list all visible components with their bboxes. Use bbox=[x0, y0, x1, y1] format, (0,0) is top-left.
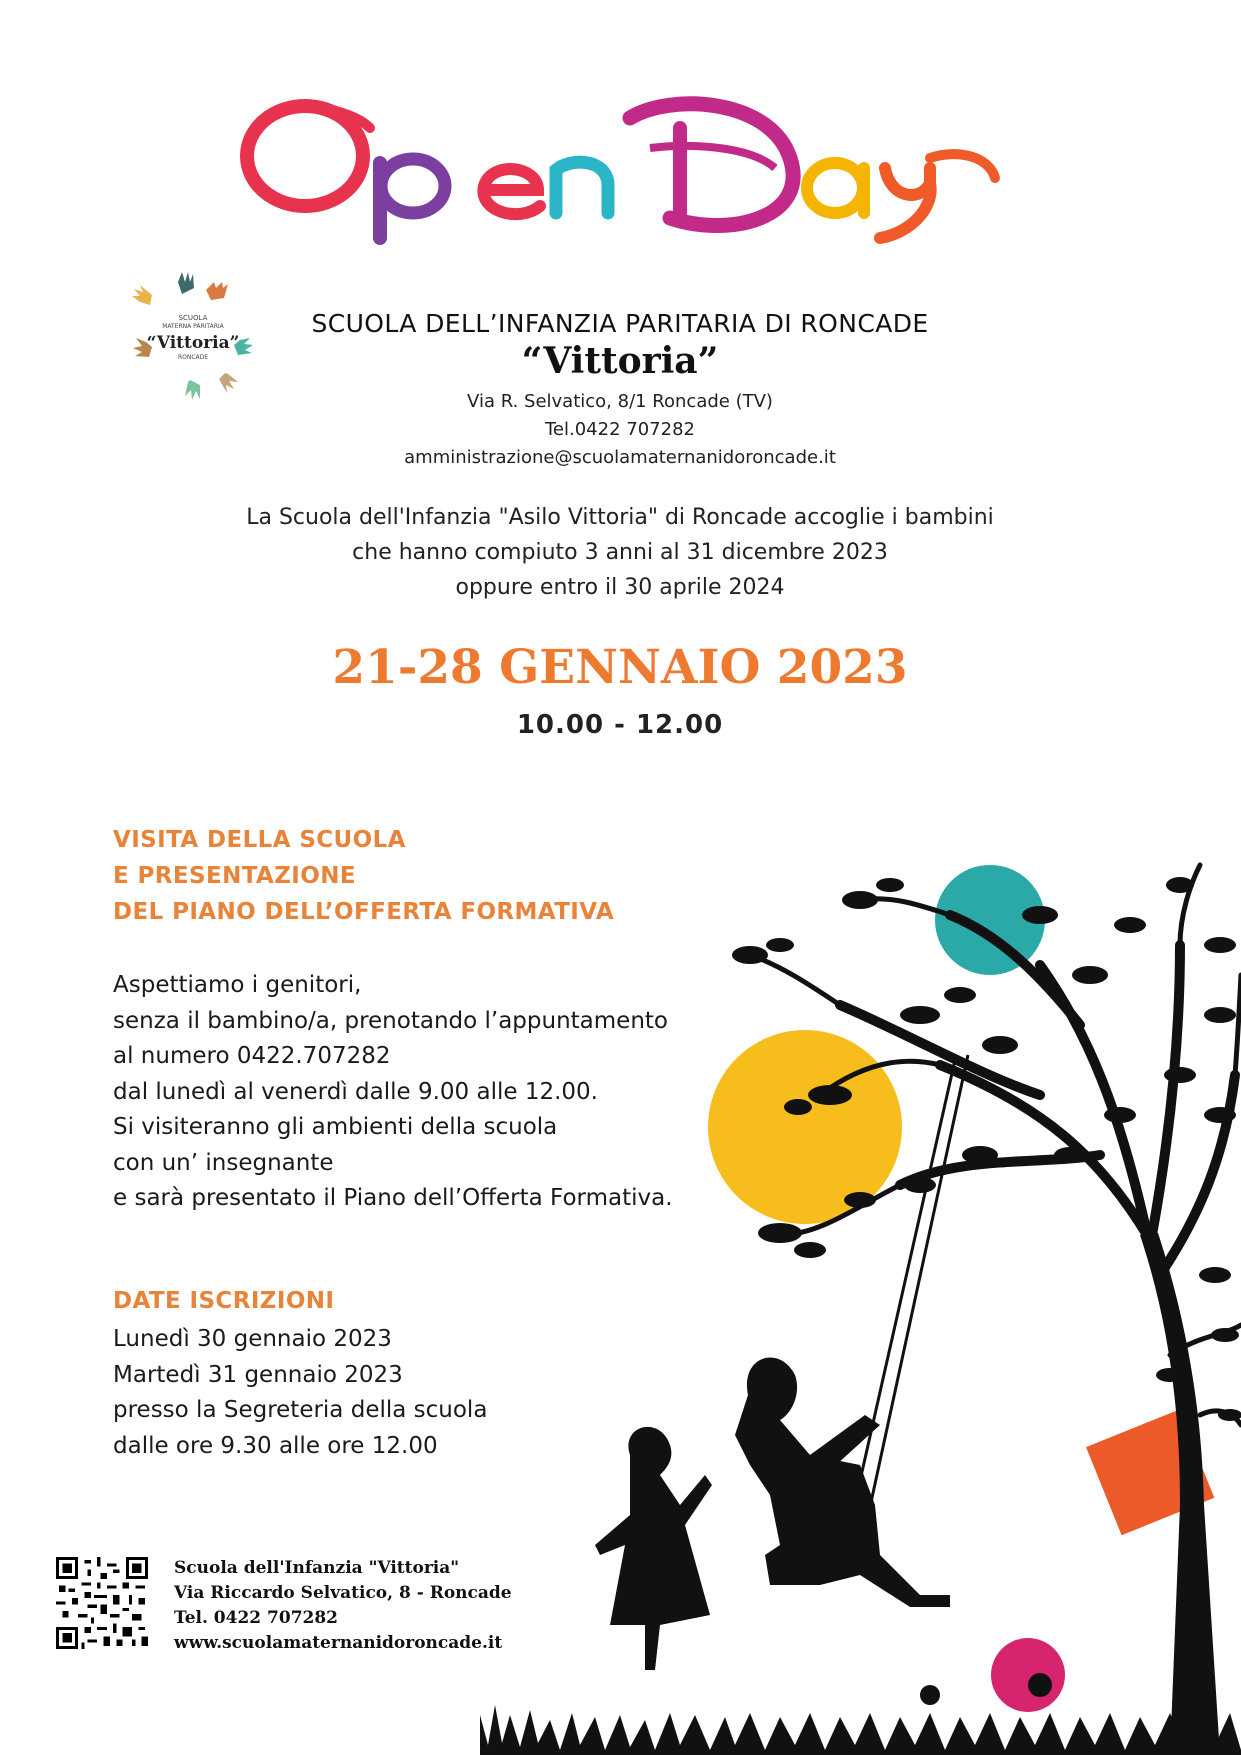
iscrizioni-line: dalle ore 9.30 alle ore 12.00 bbox=[113, 1432, 438, 1459]
visit-line: Si visiteranno gli ambienti della scuola bbox=[113, 1114, 558, 1140]
event-hours: 10.00 - 12.00 bbox=[516, 710, 724, 740]
visit-line: al numero 0422.707282 bbox=[113, 1043, 391, 1069]
logo-town: RONCADE bbox=[177, 354, 209, 361]
intro-line-3: oppure entro il 30 aprile 2024 bbox=[455, 575, 785, 600]
visit-line: con un’ insegnante bbox=[113, 1149, 334, 1176]
school-tel: Tel.0422 707282 bbox=[545, 419, 695, 440]
footer-address: Via Riccardo Selvatico, 8 - Roncade bbox=[174, 1583, 512, 1603]
yellow-circle bbox=[708, 1030, 902, 1224]
footer-website-link[interactable]: www.scuolamaternanidoroncade.it bbox=[174, 1633, 503, 1653]
visit-heading-line-3: DEL PIANO DELL’OFFERTA FORMATIVA bbox=[113, 899, 615, 925]
iscrizioni-heading: DATE ISCRIZIONI bbox=[113, 1288, 335, 1314]
magenta-circle bbox=[991, 1638, 1065, 1712]
qr-code[interactable] bbox=[56, 1557, 148, 1649]
school-subtitle: “Vittoria” bbox=[521, 340, 719, 382]
visit-heading-line-2: E PRESENTAZIONE bbox=[113, 863, 356, 889]
visit-line: Aspettiamo i genitori, bbox=[113, 972, 362, 998]
iscrizioni-line: Martedì 31 gennaio 2023 bbox=[113, 1361, 403, 1388]
visit-description bbox=[113, 968, 673, 1217]
iscrizioni-line: presso la Segreteria della scuola bbox=[113, 1397, 488, 1423]
intro-line-1: La Scuola dell'Infanzia "Asilo Vittoria" di Roncade accoglie i bambini bbox=[246, 505, 994, 530]
visit-line: senza il bambino/a, prenotando l’appuntamento bbox=[113, 1007, 668, 1034]
visit-heading bbox=[113, 822, 614, 930]
intro-line-2: che hanno compiuto 3 anni al 31 dicembre 2023 bbox=[352, 540, 888, 565]
logo-name: “Vittoria” bbox=[146, 333, 240, 353]
visit-line: e sarà presentato il Piano dell’Offerta Formativa. bbox=[113, 1185, 673, 1211]
visit-line: dal lunedì al venerdì dalle 9.00 alle 12.00. bbox=[113, 1078, 598, 1105]
school-name: SCUOLA DELL’INFANZIA PARITARIA DI RONCADE bbox=[311, 309, 929, 338]
event-dates: 21-28 GENNAIO 2023 bbox=[332, 640, 908, 695]
logo-text-line2: MATERNA PARITARIA bbox=[162, 323, 224, 330]
school-address: Via R. Selvatico, 8/1 Roncade (TV) bbox=[467, 391, 773, 412]
iscrizioni-line: Lunedì 30 gennaio 2023 bbox=[113, 1326, 392, 1352]
logo-text-line1: SCUOLA bbox=[178, 314, 208, 322]
iscrizioni-description bbox=[113, 1322, 487, 1464]
open-day-title-graphic bbox=[230, 88, 1030, 258]
footer-contact bbox=[174, 1556, 512, 1656]
school-email[interactable]: amministrazione@scuolamaternanidoroncade.it bbox=[404, 447, 836, 468]
visit-heading-line-1: VISITA DELLA SCUOLA bbox=[113, 827, 406, 853]
footer-tel: Tel. 0422 707282 bbox=[174, 1608, 339, 1628]
footer-school-name: Scuola dell'Infanzia "Vittoria" bbox=[174, 1558, 460, 1578]
